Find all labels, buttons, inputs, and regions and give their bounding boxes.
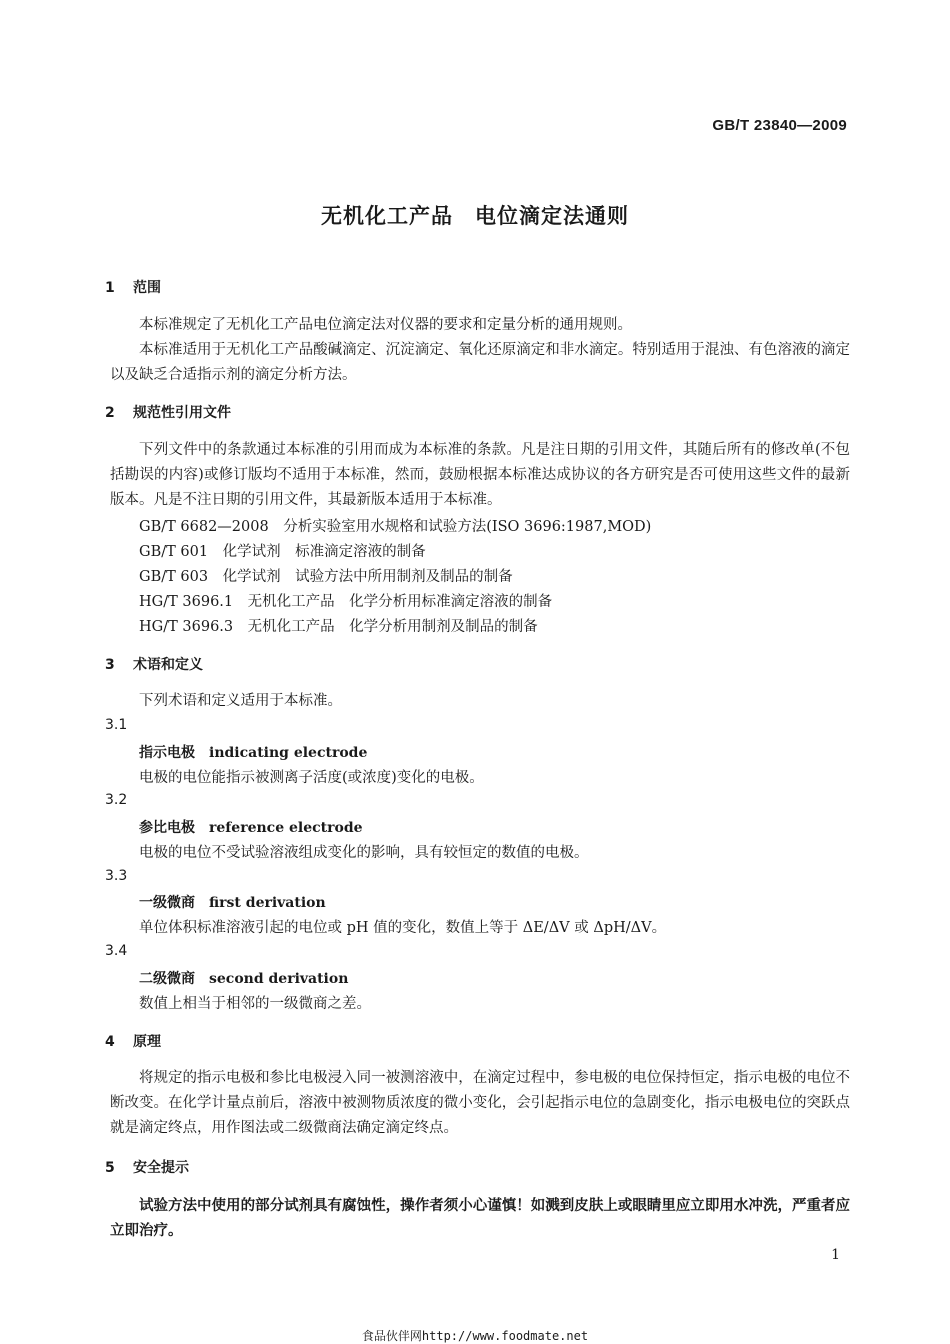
safety-warning: 试验方法中使用的部分试剂具有腐蚀性，操作者须小心谨慎！如溅到皮肤上或眼睛里应立即用水冲洗，严重者应立即治疗。: [110, 1197, 850, 1239]
section-4-heading: [105, 1031, 161, 1051]
reference-item: HG/T 3696.3 无机化工产品 化学分析用制剂及制品的制备: [139, 619, 538, 635]
term-zh: 参比电极: [139, 820, 195, 836]
term-en: second derivation: [209, 971, 349, 987]
reference-item: GB/T 6682—2008 分析实验室用水规格和试验方法(ISO 3696:1987,MOD): [139, 519, 652, 535]
section-title: 规范性引用文件: [133, 405, 231, 421]
reference-item: HG/T 3696.1 无机化工产品 化学分析用标准滴定溶液的制备: [139, 594, 553, 610]
term-zh: 二级微商: [139, 971, 195, 987]
footer-watermark: 食品伙伴网http://www.foodmate.net: [361, 1329, 589, 1343]
term-heading: [139, 817, 363, 837]
section-number: 3: [105, 657, 115, 673]
section-number: 1: [105, 280, 115, 296]
section-title: 原理: [133, 1034, 161, 1050]
term-heading: [139, 742, 367, 762]
document-title: 无机化工产品 电位滴定法通则: [321, 204, 629, 228]
section-number: 4: [105, 1034, 115, 1050]
term-en: reference electrode: [209, 820, 363, 836]
section-1-paragraph-2: 本标准适用于无机化工产品酸碱滴定、沉淀滴定、氧化还原滴定和非水滴定。特别适用于混浊、有色溶液的滴定以及缺乏合适指示剂的滴定分析方法。: [110, 342, 850, 383]
section-1-paragraph-1: 本标准规定了无机化工产品电位滴定法对仪器的要求和定量分析的通用规则。: [139, 317, 632, 333]
section-5-heading: [105, 1157, 189, 1177]
clause-number: 3.2: [105, 792, 128, 808]
term-zh: 指示电极: [139, 745, 195, 761]
term-definition: 电极的电位不受试验溶液组成变化的影响，具有较恒定的数值的电极。: [139, 845, 589, 861]
section-1-heading: [105, 277, 161, 297]
section-4-paragraph-1: 将规定的指示电极和参比电极浸入同一被测溶液中，在滴定过程中，参电极的电位保持恒定，指示电极的电位不断改变。在化学计量点前后，溶液中被测物质浓度的微小变化，会引起指示电位的急剧变化，指示电极电位的突跃点就是滴定终点，用作图法或二级微商法确定滴定终点。: [110, 1070, 850, 1136]
section-3-paragraph-1: 下列术语和定义适用于本标准。: [139, 693, 342, 709]
clause-number: 3.3: [105, 868, 128, 884]
term-en: indicating electrode: [209, 745, 368, 761]
section-3-heading: [105, 654, 203, 674]
section-number: 5: [105, 1160, 115, 1176]
section-title: 安全提示: [133, 1160, 189, 1176]
section-2-paragraph-1: 下列文件中的条款通过本标准的引用而成为本标准的条款。凡是注日期的引用文件，其随后所有的修改单(不包括勘误的内容)或修订版均不适用于本标准，然而，鼓励根据本标准达成协议的各方研究是否可使用这些文件的最新版本。凡是不注日期的引用文件，其最新版本适用于本标准。: [110, 442, 850, 508]
term-definition: 电极的电位能指示被测离子活度(或浓度)变化的电极。: [139, 770, 484, 786]
section-title: 术语和定义: [133, 657, 203, 673]
term-heading: [139, 892, 326, 912]
section-title: 范围: [133, 280, 161, 296]
term-heading: [139, 968, 348, 988]
term-definition: 数值上相当于相邻的一级微商之差。: [139, 996, 371, 1012]
section-2-heading: [105, 402, 231, 422]
term-en: first derivation: [209, 895, 326, 911]
section-number: 2: [105, 405, 115, 421]
page-number: 1: [831, 1247, 840, 1263]
reference-item: GB/T 603 化学试剂 试验方法中所用制剂及制品的制备: [139, 569, 513, 585]
clause-number: 3.4: [105, 943, 128, 959]
clause-number: 3.1: [105, 717, 128, 733]
reference-item: GB/T 601 化学试剂 标准滴定溶液的制备: [139, 544, 426, 560]
term-zh: 一级微商: [139, 895, 195, 911]
term-definition: 单位体积标准溶液引起的电位或 pH 值的变化，数值上等于 ΔE/ΔV 或 ΔpH/ΔV。: [139, 920, 667, 936]
standard-code: GB/T 23840—2009: [712, 117, 847, 134]
